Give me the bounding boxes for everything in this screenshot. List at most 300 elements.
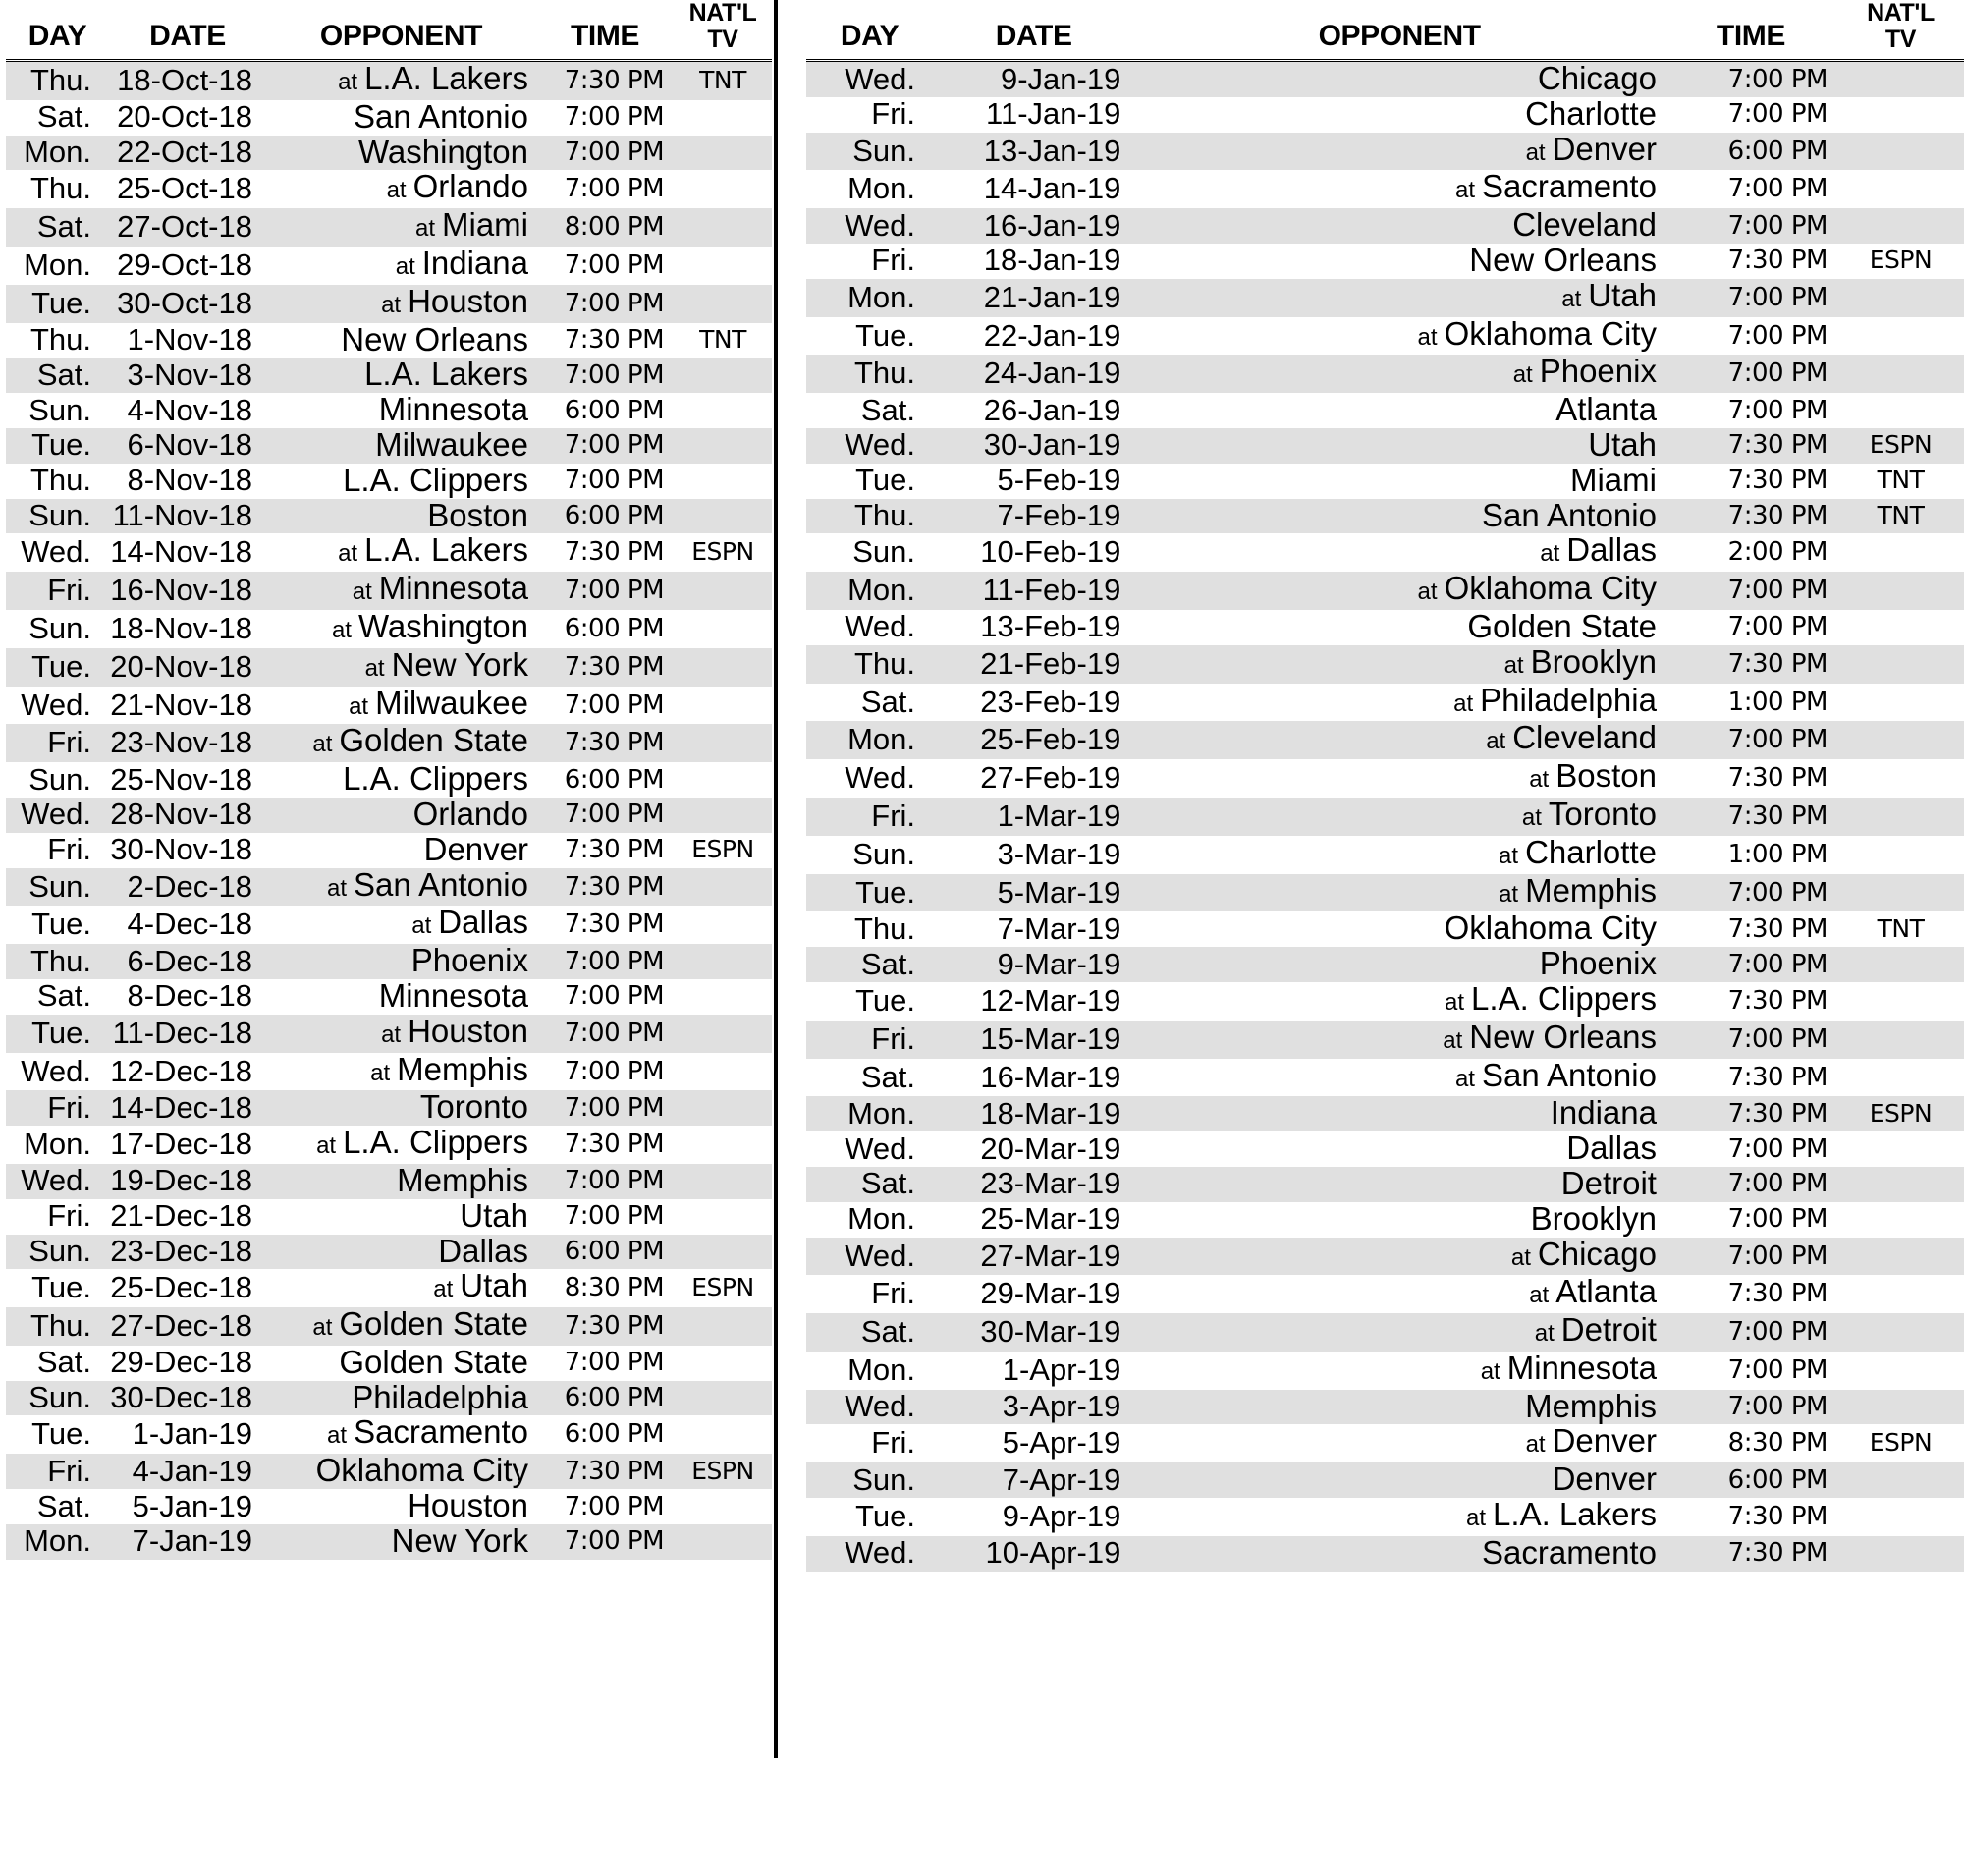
cell-date: 25-Mar-19: [980, 1201, 1121, 1237]
cell-date: 3-Mar-19: [997, 836, 1121, 871]
cell-date: 18-Mar-19: [933, 1096, 1134, 1131]
opponent-name: Detroit: [1560, 1311, 1657, 1349]
cell-date: 5-Feb-19: [997, 463, 1121, 498]
cell-time: 7:30 PM: [564, 537, 664, 568]
cell-natl-tv: [1837, 1059, 1964, 1097]
cell-time: 7:00 PM: [564, 1491, 664, 1521]
opponent-name: L.A. Lakers: [364, 60, 528, 96]
cell-day: Tue.: [6, 285, 109, 323]
cell-natl-tv: [1837, 645, 1964, 684]
cell-day: Sun.: [852, 534, 916, 570]
cell-time: 7:00 PM: [536, 1090, 674, 1126]
table-body-right: [806, 61, 1964, 1572]
natl-tv-label-line1: NAT'L: [688, 0, 757, 27]
cell-date: 30-Dec-18: [109, 1381, 266, 1416]
cell-time: 7:30 PM: [1727, 1279, 1828, 1309]
cell-time: 7:00 PM: [1727, 612, 1828, 642]
table-row: [806, 1424, 1964, 1462]
cell-natl-tv: [674, 1164, 772, 1199]
cell-opponent: [1134, 425, 1664, 464]
cell-time: 7:00 PM: [1664, 721, 1837, 759]
away-game-prefix: at: [1512, 361, 1533, 389]
cell-day: Wed.: [806, 1536, 933, 1572]
cell-natl-tv: [1837, 208, 1964, 244]
cell-natl-tv: ESPN: [691, 537, 754, 567]
table-row: [806, 836, 1964, 874]
cell-date: 8-Nov-18: [127, 463, 252, 498]
away-game-prefix: at: [327, 1422, 348, 1450]
cell-day: Thu.: [29, 322, 91, 358]
opponent-name: Minnesota: [378, 570, 528, 607]
cell-opponent: [266, 61, 536, 100]
away-game-prefix: at: [338, 540, 358, 568]
cell-time: 7:00 PM: [1727, 174, 1828, 204]
table-row: [806, 428, 1964, 464]
cell-opponent: [1134, 314, 1664, 356]
cell-time: 7:30 PM: [1727, 763, 1828, 794]
opponent-name: L.A. Clippers: [1471, 979, 1657, 1017]
cell-time: 7:30 PM: [1727, 466, 1828, 496]
table-row: [6, 906, 772, 944]
cell-time: 7:00 PM: [536, 1015, 674, 1053]
cell-natl-tv: [674, 1415, 772, 1454]
opponent-name: L.A. Lakers: [1493, 1496, 1657, 1533]
opponent-name: Toronto: [1548, 795, 1657, 832]
table-row: [6, 1454, 772, 1489]
opponent-name: Dallas: [438, 1232, 528, 1269]
cell-natl-tv: [1837, 1238, 1964, 1276]
cell-opponent: [1134, 871, 1664, 912]
cell-date: 28-Nov-18: [109, 798, 266, 833]
opponent-name: Miami: [442, 206, 528, 244]
table-row: [6, 1524, 772, 1560]
cell-natl-tv: [674, 1307, 772, 1346]
cell-day: Wed.: [806, 61, 933, 97]
cell-day: Sun.: [6, 868, 109, 907]
cell-date: 3-Nov-18: [109, 358, 266, 393]
natl-tv-label-line2: TV: [707, 26, 738, 53]
table-body-left: [6, 61, 772, 1560]
cell-day: Tue.: [855, 317, 916, 353]
away-game-prefix: at: [1499, 880, 1519, 908]
cell-natl-tv: [1837, 393, 1964, 428]
cell-time: 7:00 PM: [1664, 1238, 1837, 1276]
cell-date: 10-Apr-19: [933, 1536, 1134, 1572]
cell-day: Thu.: [806, 499, 933, 534]
cell-time: 6:00 PM: [536, 499, 674, 534]
cell-date: 20-Mar-19: [980, 1131, 1121, 1166]
opponent-name: New York: [391, 1521, 528, 1559]
cell-date: 18-Jan-19: [983, 243, 1121, 278]
cell-date: 1-Nov-18: [127, 322, 252, 358]
table-row: [806, 393, 1964, 428]
table-row: [806, 244, 1964, 279]
cell-day: Sat.: [6, 208, 109, 247]
cell-natl-tv: [674, 170, 772, 208]
cell-opponent: [266, 684, 536, 725]
cell-opponent: [1134, 979, 1664, 1021]
opponent-name: Sacramento: [354, 1413, 528, 1451]
schedule-panel-right: [771, 0, 1964, 1572]
cell-date: 25-Feb-19: [933, 721, 1134, 759]
cell-opponent: [266, 906, 536, 944]
opponent-name: Detroit: [1560, 1164, 1657, 1201]
cell-opponent: [1134, 947, 1664, 982]
cell-opponent: [1134, 1498, 1664, 1536]
cell-date: 27-Mar-19: [933, 1238, 1134, 1276]
cell-natl-tv: [674, 1090, 772, 1126]
opponent-name: Philadelphia: [352, 1378, 528, 1415]
cell-date: 29-Dec-18: [110, 1345, 252, 1380]
cell-time: 7:30 PM: [1664, 645, 1837, 684]
table-row: [806, 1059, 1964, 1097]
cell-time: 7:00 PM: [564, 466, 664, 496]
cell-natl-tv: [674, 100, 772, 136]
cell-opponent: [1134, 759, 1664, 798]
cell-date: 30-Mar-19: [933, 1313, 1134, 1352]
opponent-name: San Antonio: [1481, 1056, 1657, 1093]
table-row: [6, 61, 772, 100]
table-row: [806, 133, 1964, 171]
cell-time: 7:30 PM: [1664, 499, 1837, 534]
cell-date: 20-Nov-18: [109, 648, 266, 687]
table-row: [806, 911, 1964, 947]
cell-natl-tv: [674, 1489, 772, 1524]
cell-natl-tv: [674, 499, 772, 534]
cell-day: Wed.: [845, 1131, 916, 1166]
table-row: [806, 1352, 1964, 1390]
cell-date: 11-Jan-19: [986, 96, 1121, 132]
schedule-table-left: [6, 0, 772, 1560]
opponent-name: Toronto: [419, 1088, 528, 1126]
opponent-name: Charlotte: [1525, 94, 1657, 132]
cell-date: 5-Jan-19: [132, 1488, 252, 1523]
table-row: [806, 317, 1964, 356]
cell-date: 7-Jan-19: [109, 1524, 266, 1560]
table-row: [6, 358, 772, 393]
cell-opponent: [266, 133, 536, 171]
cell-day: Fri.: [871, 243, 916, 278]
table-row: [6, 798, 772, 833]
cell-date: 13-Jan-19: [933, 133, 1134, 171]
opponent-name: New Orleans: [1469, 241, 1657, 278]
cell-date: 16-Jan-19: [933, 208, 1134, 244]
table-row: [6, 1164, 772, 1199]
away-game-prefix: at: [411, 912, 432, 940]
cell-day: Wed.: [6, 1164, 109, 1199]
opponent-name: Denver: [1552, 130, 1657, 167]
cell-natl-tv: [1837, 1202, 1964, 1238]
opponent-name: Dallas: [1566, 1130, 1657, 1167]
opponent-name: L.A. Clippers: [343, 760, 528, 798]
cell-natl-tv: [1837, 1352, 1964, 1390]
opponent-name: Brooklyn: [1530, 1199, 1657, 1237]
opponent-name: Golden State: [339, 1305, 528, 1343]
cell-opponent: [266, 320, 536, 359]
table-row: [6, 464, 772, 499]
cell-natl-tv: TNT: [699, 325, 746, 355]
opponent-name: Charlotte: [1525, 833, 1657, 870]
cell-natl-tv: [674, 1015, 772, 1053]
cell-date: 9-Jan-19: [933, 61, 1134, 97]
away-game-prefix: at: [316, 1132, 337, 1160]
cell-date: 23-Nov-18: [109, 724, 266, 762]
away-game-prefix: at: [1480, 1357, 1500, 1385]
away-game-prefix: at: [1443, 1026, 1463, 1054]
cell-date: 14-Nov-18: [110, 534, 252, 570]
cell-natl-tv: [674, 136, 772, 171]
table-row: [6, 170, 772, 208]
cell-time: 8:30 PM: [1727, 1428, 1828, 1459]
cell-date: 15-Mar-19: [933, 1021, 1134, 1059]
opponent-name: Cleveland: [1512, 719, 1657, 756]
away-game-prefix: at: [312, 1314, 333, 1342]
away-game-prefix: at: [1525, 138, 1546, 166]
table-row: [6, 285, 772, 323]
cell-opponent: [1134, 461, 1664, 499]
cell-time: 1:00 PM: [1727, 839, 1828, 869]
cell-natl-tv: [1837, 1021, 1964, 1059]
opponent-name: San Antonio: [354, 97, 528, 135]
cell-date: 7-Mar-19: [997, 910, 1121, 946]
away-game-prefix: at: [1529, 1282, 1550, 1309]
table-row: [806, 1167, 1964, 1202]
cell-natl-tv: [1837, 798, 1964, 836]
cell-time: 7:30 PM: [536, 724, 674, 762]
cell-time: 7:00 PM: [564, 174, 664, 204]
cell-day: Fri.: [871, 96, 916, 132]
cell-natl-tv: [674, 1235, 772, 1270]
table-row: [806, 684, 1964, 722]
cell-date: 24-Jan-19: [933, 355, 1134, 393]
opponent-name: Indiana: [421, 244, 528, 281]
cell-day: Fri.: [871, 1276, 916, 1311]
cell-day: Mon.: [847, 1352, 916, 1387]
cell-date: 21-Dec-18: [110, 1198, 252, 1234]
away-game-prefix: at: [1486, 728, 1506, 755]
cell-date: 16-Mar-19: [980, 1059, 1121, 1094]
cell-time: 7:00 PM: [564, 981, 664, 1012]
cell-date: 18-Nov-18: [110, 610, 252, 645]
cell-date: 22-Jan-19: [983, 317, 1121, 353]
cell-time: 7:00 PM: [1727, 320, 1828, 351]
cell-time: 7:00 PM: [564, 249, 664, 280]
away-game-prefix: at: [312, 731, 333, 758]
table-row: [806, 97, 1964, 133]
away-game-prefix: at: [1466, 1505, 1487, 1532]
cell-day: Mon.: [6, 1524, 109, 1560]
cell-day: Wed.: [806, 208, 933, 244]
table-row: [806, 1462, 1964, 1498]
column-header-time: TIME: [1664, 0, 1837, 61]
cell-day: Fri.: [6, 1454, 109, 1489]
opponent-name: Washington: [357, 607, 528, 644]
cell-opponent: [266, 1126, 536, 1164]
cell-day: Sat.: [860, 392, 916, 427]
table-row: [6, 1015, 772, 1053]
away-game-prefix: at: [433, 1276, 454, 1303]
column-header-date: DATE: [109, 0, 266, 61]
cell-opponent: [266, 1269, 536, 1307]
table-row: [6, 724, 772, 762]
table-row: [6, 868, 772, 907]
cell-date: 6-Dec-18: [109, 944, 266, 979]
cell-natl-tv: TNT: [1877, 466, 1925, 495]
cell-time: 7:00 PM: [564, 1348, 664, 1378]
cell-natl-tv: [674, 762, 772, 798]
cell-time: 7:00 PM: [1727, 395, 1828, 425]
cell-day: Sat.: [36, 1345, 91, 1380]
cell-date: 11-Dec-18: [109, 1015, 266, 1053]
cell-day: Sun.: [28, 761, 91, 797]
cell-time: 7:30 PM: [1664, 1096, 1837, 1131]
cell-time: 7:30 PM: [1727, 913, 1828, 944]
schedule-table-right: [806, 0, 1964, 1572]
opponent-name: Phoenix: [1539, 353, 1657, 390]
table-row: [6, 100, 772, 136]
table-row: [6, 1269, 772, 1307]
cell-day: Thu.: [806, 355, 933, 393]
table-row: [806, 533, 1964, 572]
cell-date: 25-Oct-18: [117, 171, 252, 206]
cell-day: Tue.: [806, 874, 933, 912]
cell-opponent: [1134, 1056, 1664, 1097]
cell-opponent: [266, 1307, 536, 1346]
cell-day: Tue.: [31, 907, 91, 942]
away-game-prefix: at: [338, 69, 358, 95]
cell-natl-tv: [1837, 533, 1964, 572]
cell-day: Mon.: [24, 1127, 91, 1162]
cell-day: Mon.: [806, 279, 933, 317]
cell-date: 21-Jan-19: [933, 279, 1134, 317]
table-row: [806, 208, 1964, 244]
opponent-name: Oklahoma City: [1444, 910, 1657, 947]
table-row: [806, 170, 1964, 208]
cell-time: 6:00 PM: [564, 1419, 664, 1450]
opponent-name: Dallas: [438, 904, 528, 941]
table-row: [6, 1090, 772, 1126]
opponent-name: L.A. Lakers: [364, 356, 528, 393]
cell-opponent: [1134, 607, 1664, 645]
cell-day: Wed.: [806, 1390, 933, 1425]
cell-date: 29-Oct-18: [117, 247, 252, 282]
cell-date: 25-Nov-18: [110, 761, 252, 797]
away-game-prefix: at: [331, 616, 352, 643]
cell-day: Thu.: [806, 645, 933, 684]
cell-natl-tv: [1837, 947, 1964, 982]
cell-day: Thu.: [854, 910, 916, 946]
cell-date: 20-Oct-18: [117, 99, 252, 135]
cell-time: 7:00 PM: [1664, 1021, 1837, 1059]
cell-natl-tv: ESPN: [1837, 428, 1964, 464]
cell-natl-tv: [674, 1381, 772, 1416]
cell-natl-tv: ESPN: [1869, 1428, 1933, 1458]
cell-date: 23-Dec-18: [109, 1235, 266, 1270]
cell-time: 6:00 PM: [564, 613, 664, 643]
opponent-name: Boston: [427, 496, 528, 533]
cell-opponent: [1134, 276, 1664, 317]
opponent-name: Philadelphia: [1480, 681, 1657, 718]
cell-date: 9-Apr-19: [1002, 1499, 1121, 1534]
table-row: [806, 759, 1964, 798]
cell-natl-tv: ESPN: [1837, 1096, 1964, 1131]
cell-opponent: [1134, 355, 1664, 393]
cell-opponent: [1134, 1424, 1664, 1462]
opponent-name: Houston: [408, 1012, 528, 1049]
cell-date: 4-Jan-19: [109, 1454, 266, 1489]
cell-natl-tv: [1837, 1462, 1964, 1498]
cell-date: 1-Jan-19: [132, 1416, 252, 1452]
cell-date: 25-Dec-18: [110, 1270, 252, 1305]
table-row: [6, 979, 772, 1015]
cell-time: 7:00 PM: [536, 1164, 674, 1199]
cell-natl-tv: [674, 1346, 772, 1381]
cell-date: 30-Nov-18: [110, 832, 252, 867]
cell-opponent: [266, 1415, 536, 1454]
table-row: [806, 982, 1964, 1021]
away-game-prefix: at: [1525, 1431, 1546, 1459]
cell-opponent: [1134, 496, 1664, 534]
cell-date: 27-Oct-18: [109, 208, 266, 247]
opponent-name: Orlando: [412, 168, 528, 205]
opponent-name: Minnesota: [1506, 1349, 1657, 1386]
cell-opponent: [1134, 642, 1664, 684]
away-game-prefix: at: [381, 1021, 402, 1048]
table-row: [6, 1489, 772, 1524]
cell-day: Thu.: [6, 61, 109, 100]
cell-day: Tue.: [31, 1270, 91, 1305]
cell-opponent: [266, 282, 536, 323]
cell-natl-tv: [1837, 1167, 1964, 1202]
away-game-prefix: at: [1445, 988, 1465, 1016]
cell-natl-tv: [674, 944, 772, 979]
cell-day: Mon.: [24, 247, 91, 282]
cell-opponent: [266, 1050, 536, 1091]
cell-day: Fri.: [806, 798, 933, 836]
cell-opponent: [1134, 1131, 1664, 1167]
opponent-name: Golden State: [339, 722, 528, 759]
cell-opponent: [1134, 1199, 1664, 1238]
table-row: [6, 1235, 772, 1270]
opponent-name: San Antonio: [354, 865, 528, 903]
opponent-name: Miami: [1569, 461, 1657, 498]
cell-time: 6:00 PM: [564, 395, 664, 425]
cell-opponent: [266, 393, 536, 428]
cell-time: 7:30 PM: [536, 1454, 674, 1489]
table-row: [806, 947, 1964, 982]
column-header-natl-tv: [674, 0, 772, 61]
cell-natl-tv: [1837, 1275, 1964, 1313]
table-header-right: [806, 0, 1964, 61]
cell-time: 7:30 PM: [1727, 1502, 1828, 1532]
table-row: [6, 687, 772, 725]
cell-opponent: [1134, 1096, 1664, 1131]
cell-opponent: [266, 1489, 536, 1524]
cell-time: 7:30 PM: [1727, 246, 1828, 276]
cell-natl-tv: ESPN: [691, 835, 754, 864]
cell-date: 30-Oct-18: [109, 285, 266, 323]
cell-time: 7:30 PM: [564, 325, 664, 356]
cell-day: Mon.: [806, 1096, 933, 1131]
table-row: [806, 1275, 1964, 1313]
column-header-opponent: OPPONENT: [266, 0, 536, 61]
cell-day: Wed.: [21, 534, 91, 570]
cell-natl-tv: TNT: [1837, 499, 1964, 534]
cell-opponent: [1134, 1235, 1664, 1276]
table-row: [806, 721, 1964, 759]
cell-time: 7:00 PM: [1664, 279, 1837, 317]
cell-day: Wed.: [845, 760, 916, 796]
